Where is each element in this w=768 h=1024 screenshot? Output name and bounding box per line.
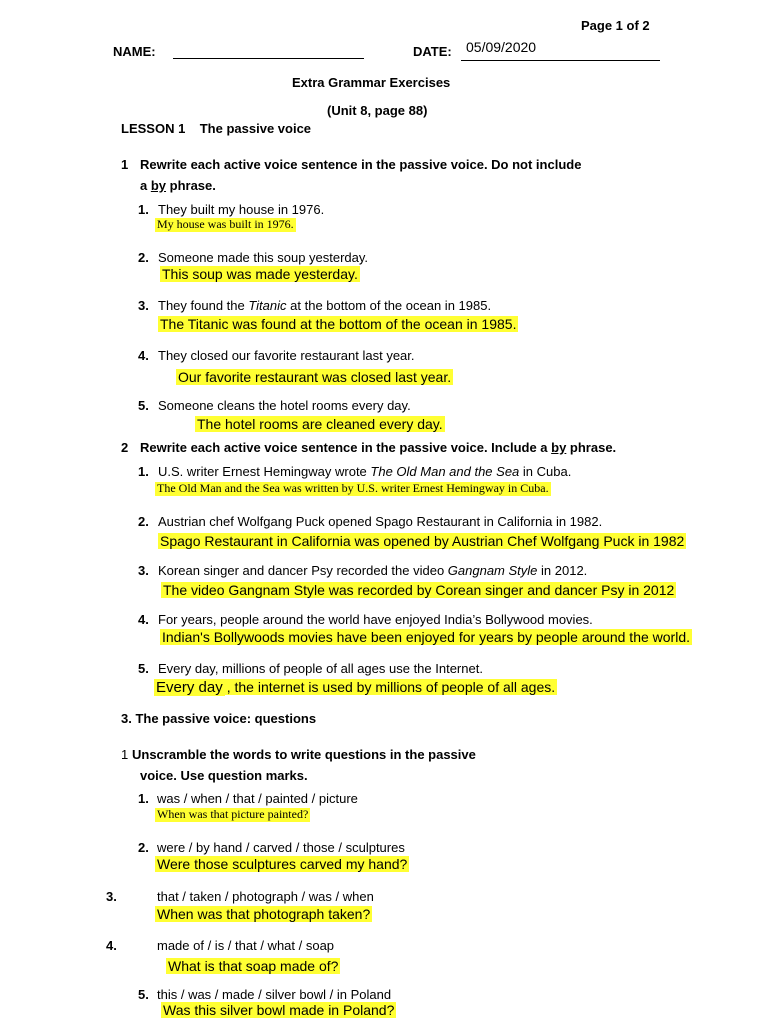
answer-highlight[interactable]: What is that soap made of?: [168, 958, 339, 974]
answer-highlight[interactable]: Were those sculptures carved my hand?: [157, 856, 408, 872]
section1-instruction-line2: a by phrase.: [140, 178, 216, 193]
answer-highlight[interactable]: Every day , the internet is used by millions of people of all ages.: [156, 679, 556, 696]
section1-instruction: Rewrite each active voice sentence in the passive voice. Do not include: [140, 157, 582, 172]
question-text: made of / is / that / what / soap: [157, 938, 335, 953]
item-number: 1.: [138, 202, 149, 217]
item-number: 5.: [138, 661, 149, 676]
name-field-line[interactable]: [173, 58, 364, 59]
lesson-heading: LESSON 1 The passive voice: [121, 121, 312, 136]
date-label: DATE:: [413, 44, 452, 59]
answer-highlight[interactable]: Our favorite restaurant was closed last year.: [178, 369, 452, 385]
section3-number: 1: [121, 747, 129, 762]
answer-highlight[interactable]: When was that picture painted?: [157, 807, 309, 821]
answer-highlight[interactable]: The hotel rooms are cleaned every day.: [197, 416, 443, 432]
question-text: They built my house in 1976.: [158, 202, 325, 217]
question-text: this / was / made / silver bowl / in Poland: [157, 987, 392, 1002]
date-value[interactable]: 05/09/2020: [466, 39, 537, 55]
name-label: NAME:: [113, 44, 156, 59]
section1-number: 1: [121, 157, 129, 172]
question-text: U.S. writer Ernest Hemingway wrote The Old Man and the Sea in Cuba.: [158, 464, 572, 479]
section2-number: 2: [121, 440, 129, 455]
question-text: that / taken / photograph / was / when: [157, 889, 374, 904]
question-text: Someone made this soup yesterday.: [158, 250, 369, 265]
section3-heading: 3. The passive voice: questions: [121, 711, 317, 726]
question-text: For years, people around the world have enjoyed India’s Bollywood movies.: [158, 612, 593, 627]
item-number: 3.: [138, 298, 149, 313]
question-text: were / by hand / carved / those / sculptures: [157, 840, 405, 855]
answer-highlight[interactable]: Was this silver bowl made in Poland?: [163, 1002, 395, 1018]
question-text: was / when / that / painted / picture: [157, 791, 358, 806]
section2-instruction: Rewrite each active voice sentence in the passive voice. Include a by phrase.: [140, 440, 617, 455]
answer-highlight[interactable]: The Titanic was found at the bottom of the ocean in 1985.: [160, 316, 517, 332]
answer-highlight[interactable]: The Old Man and the Sea was written by U.S. writer Ernest Hemingway in Cuba.: [157, 481, 549, 495]
item-number: 2.: [138, 840, 149, 855]
section3-instruction-line2: voice. Use question marks.: [140, 768, 308, 783]
item-number: 4.: [138, 612, 149, 627]
question-text: They found the Titanic at the bottom of the ocean in 1985.: [158, 298, 492, 313]
answer-highlight[interactable]: My house was built in 1976.: [157, 217, 294, 231]
section3-instruction: Unscramble the words to write questions in the passive: [132, 747, 476, 762]
item-number: 3.: [138, 563, 149, 578]
date-field-line: [461, 60, 660, 61]
answer-highlight[interactable]: This soup was made yesterday.: [162, 266, 358, 282]
answer-highlight[interactable]: Indian's Bollywoods movies have been enjoyed for years by people around the world.: [162, 629, 690, 645]
item-number: 2.: [138, 250, 149, 265]
question-text: They closed our favorite restaurant last year.: [158, 348, 415, 363]
item-number: 2.: [138, 514, 149, 529]
question-text: Austrian chef Wolfgang Puck opened Spago Restaurant in California in 1982.: [158, 514, 603, 529]
item-number: 5.: [138, 398, 149, 413]
answer-highlight[interactable]: Spago Restaurant in California was opened by Austrian Chef Wolfgang Puck in 1982: [160, 533, 685, 549]
item-number: 3.: [106, 889, 117, 904]
item-number: 1.: [138, 791, 149, 806]
page-subtitle: (Unit 8, page 88): [327, 103, 428, 118]
page-number: Page 1 of 2: [581, 18, 650, 33]
item-number: 4.: [138, 348, 149, 363]
item-number: 5.: [138, 987, 149, 1002]
item-number: 4.: [106, 938, 117, 953]
item-number: 1.: [138, 464, 149, 479]
question-text: Every day, millions of people of all ages use the Internet.: [158, 661, 483, 676]
answer-highlight[interactable]: The video Gangnam Style was recorded by Corean singer and dancer Psy in 2012: [163, 582, 675, 598]
answer-highlight[interactable]: When was that photograph taken?: [157, 906, 371, 922]
page-title: Extra Grammar Exercises: [292, 75, 451, 90]
question-text: Korean singer and dancer Psy recorded the video Gangnam Style in 2012.: [158, 563, 588, 578]
question-text: Someone cleans the hotel rooms every day.: [158, 398, 411, 413]
